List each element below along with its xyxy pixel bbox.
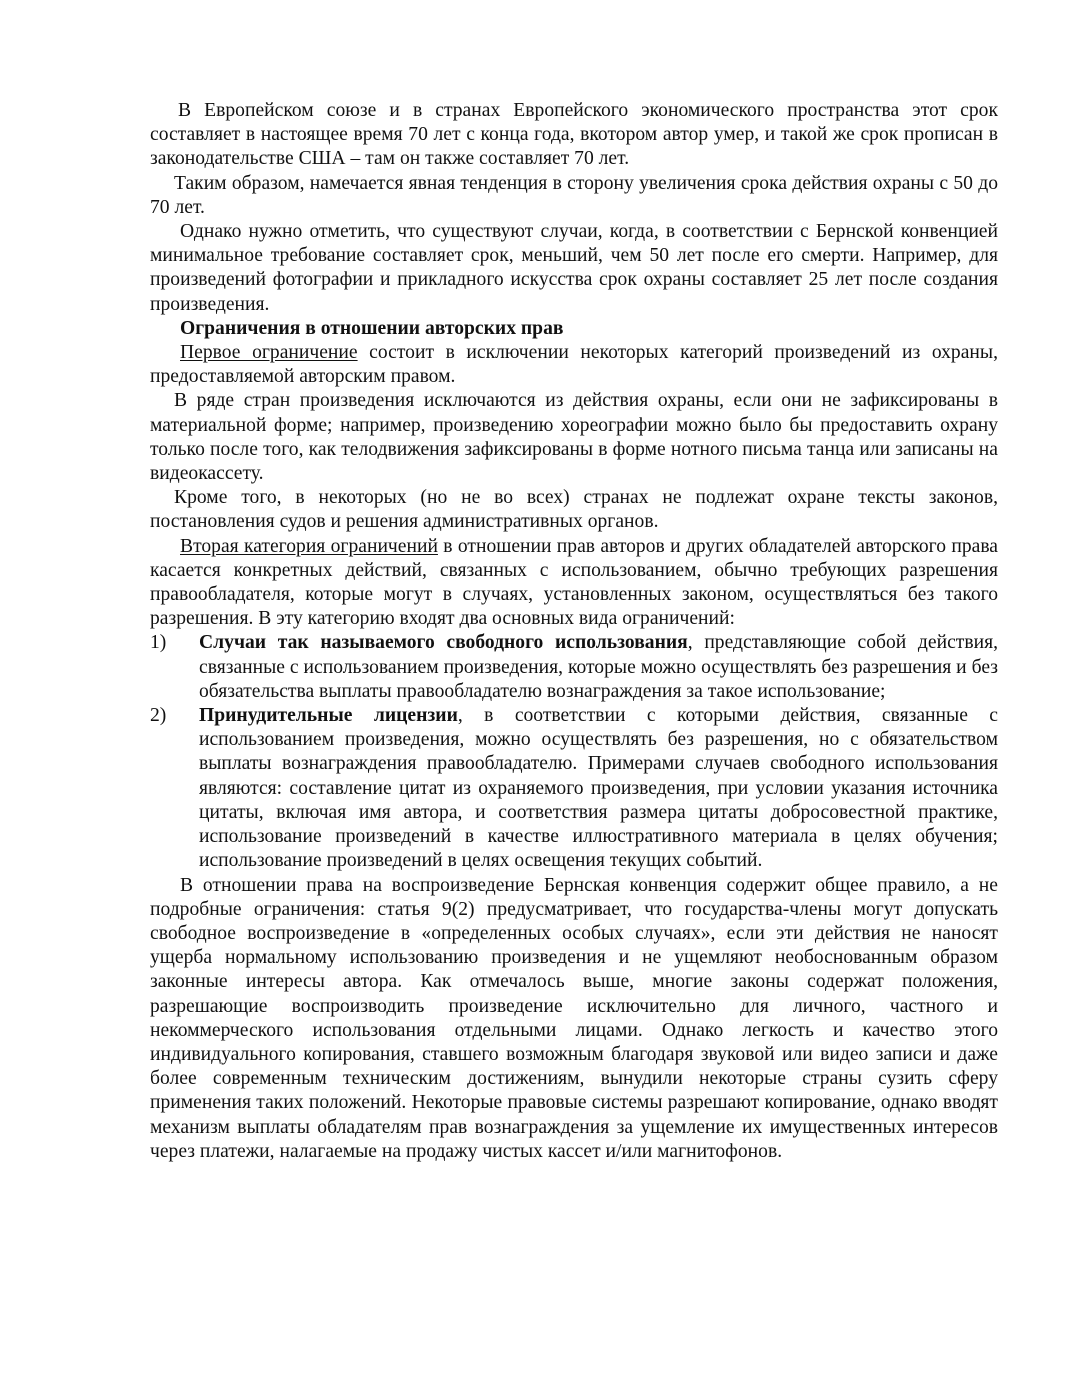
list-item-text <box>199 631 998 704</box>
limitations-list <box>150 631 998 873</box>
paragraph-berne-exceptions: Однако нужно отметить, что существуют случаи, когда, в соответствии с Бернской конвенцией минимальное требование составляет срок, меньший, чем 50 лет после его смерти. Например, для произведений фотографии и прикладного искусства срок охраны составляет 25 лет после создания произведения. <box>150 221 998 315</box>
second-category-text: в отношении прав авторов и других обладателей авторского права касается конкретных действий, связанных с использованием, обычно требующих разрешения правообладателя, которые могут в случаях, установленных законом, осуществляться без такого разрешения. В эту категорию входят два основных вида ограничений: <box>150 535 999 630</box>
paragraph-first-limitation <box>150 341 998 389</box>
section-heading: Ограничения в отношении авторских прав <box>180 317 564 339</box>
paragraph-eu-term: В Европейском союзе и в странах Европейского экономического пространства этот срок составляет в настоящее время 70 лет с конца года, вкотором автор умер, и такой же срок прописан в законодательстве США – там он также составляет 70 лет. <box>150 100 998 170</box>
list-item-number: 1) <box>150 632 167 654</box>
list-item-term: Случаи так называемого свободного использования <box>199 632 688 654</box>
list-item-description: , представляющие собой действия, связанные с использованием произведения, которые можно осуществлять без разрешения и без обязательства выплаты правообладателю вознаграждения за такое использование; <box>199 632 998 702</box>
paragraph-fixation: В ряде стран произведения исключаются из действия охраны, если они не зафиксированы в материальной форме; например, произведению хореографии можно было бы предоставить охрану только после того, как телодвижения зафиксированы в форме нотного письма танца или записаны на видеокассету. <box>150 390 998 485</box>
list-item-term: Принудительные лицензии <box>199 705 458 727</box>
first-limitation-term: Первое ограничение <box>180 342 358 364</box>
list-item-number: 2) <box>150 705 167 727</box>
paragraph-official-texts: Кроме того, в некоторых (но не во всех) странах не подлежат охране тексты законов, постановления судов и решения административных органов. <box>150 487 998 533</box>
list-item-description: , в соответствии с которыми действия, связанные с использованием произведения, можно осуществлять без разрешения, но с обязательством выплаты вознаграждения правообладателю. Примерами случаев свободного использования являются: составление цитат из охраняемого произведения, при условии указания источника цитаты, включая имя автора, и соответствия размера цитаты добросовестной практике, использование произведений в качестве иллюстративного материала в целях обучения; использование произведений в целях освещения текущих событий. <box>199 705 998 872</box>
document-page <box>150 99 998 1164</box>
first-limitation-text: состоит в исключении некоторых категорий произведений из охраны, предоставляемой авторским правом. <box>150 342 998 388</box>
paragraph-reproduction-right: В отношении права на воспроизведение Бернская конвенция содержит общее правило, а не подробные ограничения: статья 9(2) предусматривает, что государства-члены могут допускать свободное воспроизведение в «определенных особых случаях», если эти действия не наносят ущерба нормальному использованию произведения и не ущемляют необоснованным образом законные интересы автора. Как отмечалось выше, многие законы содержат положения, разрешающие воспроизводить произведение исключительно для личного, частного и некоммерческого использования отдельными лицами. Однако легкость и качество этого индивидуального копирования, ставшего возможным благодаря звуковой или видео записи и даже более современным техническим достижениям, вынудили некоторые страны сузить сферу применения таких положений. Некоторые правовые системы разрешают копирование, однако вводят механизм выплаты обладателям прав вознаграждения за ущемление их имущественных интересов через платежи, налагаемые на продажу чистых кассет и/или магнитофонов. <box>150 874 998 1162</box>
list-item <box>150 631 998 704</box>
list-item <box>150 704 998 873</box>
paragraph-second-category <box>150 535 998 632</box>
second-category-term: Вторая категория ограничений <box>180 535 438 557</box>
list-item-text <box>199 704 998 873</box>
paragraph-trend: Таким образом, намечается явная тенденция в сторону увеличения срока действия охраны с 50 до 70 лет. <box>150 172 998 218</box>
